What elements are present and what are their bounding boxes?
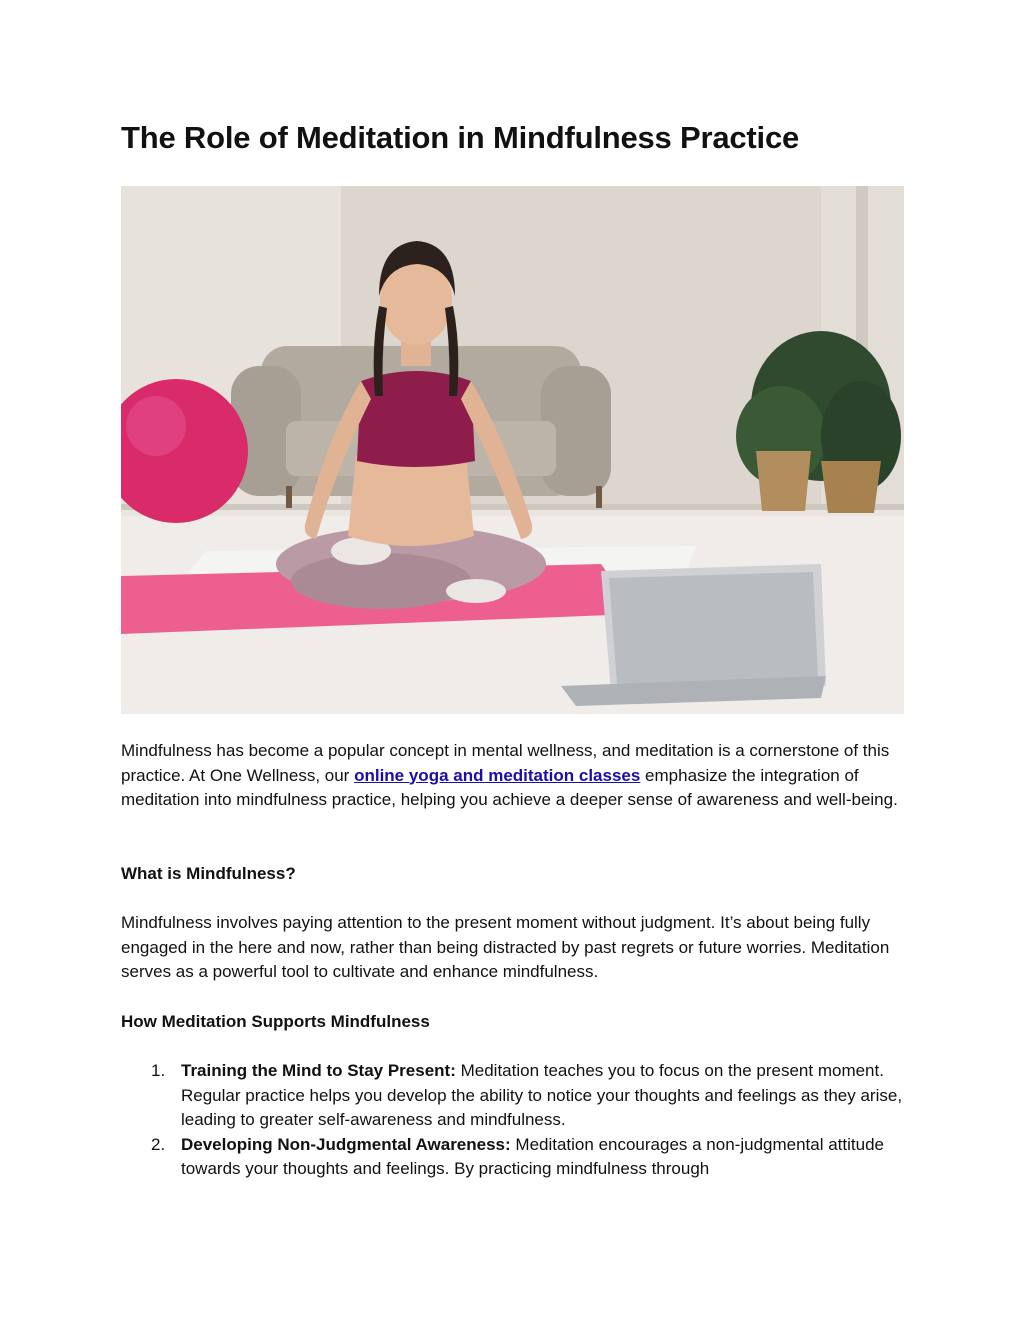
intro-text-after: emphasize the integration of meditation into mindfulness practice, helping you achieve a deeper sense of awareness and well-being.	[121, 765, 898, 809]
list-item-number: 2.	[151, 1134, 166, 1154]
intro-paragraph	[121, 739, 911, 813]
online-classes-link[interactable]: online yoga and meditation classes	[354, 765, 641, 785]
list-item-title: Training the Mind to Stay Present:	[181, 1061, 456, 1080]
document-title: The Role of Meditation in Mindfulness Practice	[121, 120, 800, 155]
list-item-text: Meditation encourages a non-judgmental attitude towards your thoughts and feelings. By practicing mindfulness through	[181, 1134, 884, 1178]
section-heading-what-is-mindfulness: What is Mindfulness?	[121, 864, 296, 883]
list-item	[121, 1059, 911, 1133]
mindfulness-paragraph	[121, 911, 911, 985]
intro-text-before: Mindfulness has become a popular concept in mental wellness, and meditation is a cornerstone of this practice. At One Wellness, our	[121, 741, 890, 785]
list-item-number: 1.	[151, 1061, 166, 1080]
mindfulness-paragraph-text: Mindfulness involves paying attention to the present moment without judgment. It’s about being fully engaged in the here and now, rather than being distracted by past regrets or future worries. Meditation serves as a powerful tool to cultivate and enhance mindfulness.	[121, 913, 890, 981]
section-heading-how-meditation-supports: How Meditation Supports Mindfulness	[121, 1012, 430, 1031]
list-item-text: Meditation teaches you to focus on the present moment. Regular practice helps you develop the ability to notice your thoughts and feelings as they arise, leading to greater self-awareness and mindfulness.	[181, 1061, 903, 1129]
list-item	[121, 1133, 911, 1182]
support-list	[121, 1059, 911, 1182]
meditation-photo	[121, 186, 904, 714]
list-item-title: Developing Non-Judgmental Awareness:	[181, 1134, 511, 1154]
